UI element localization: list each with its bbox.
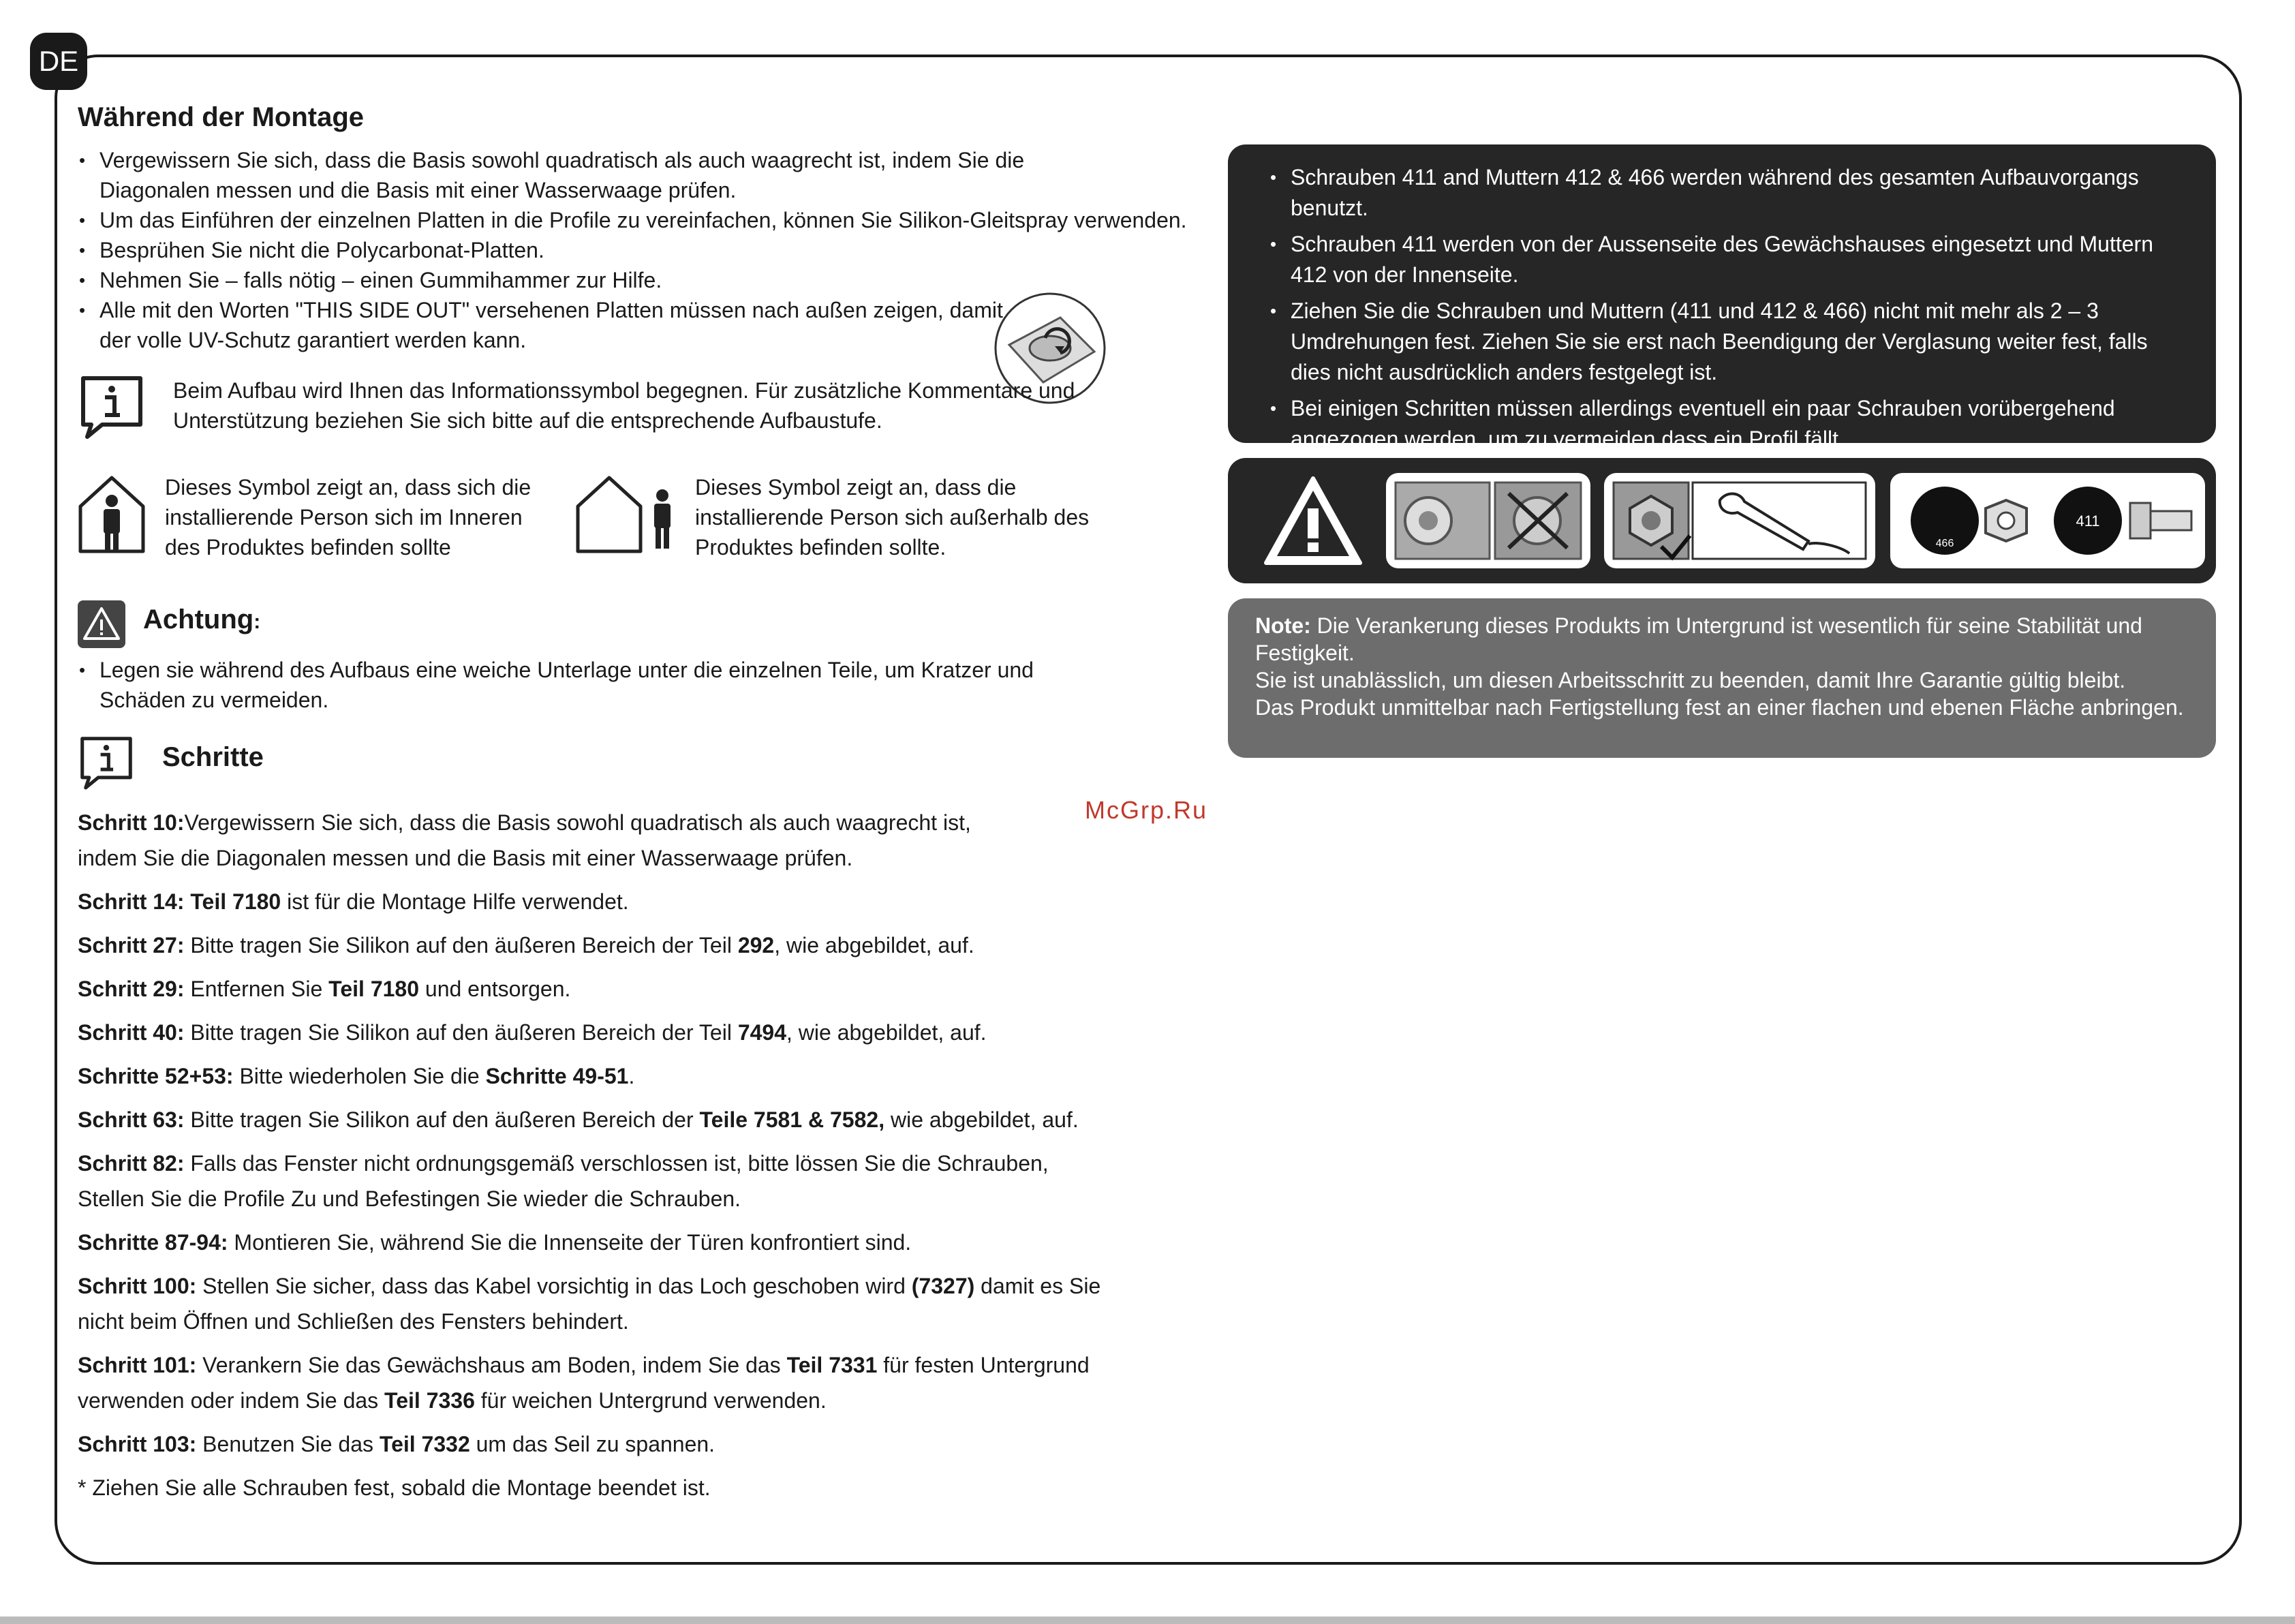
tighten-box <box>1604 473 1875 568</box>
montage-heading: Während der Montage <box>78 102 365 132</box>
left-column <box>78 102 1187 1514</box>
step-text: , wie abgebildet, auf. <box>774 933 974 957</box>
achtung-header <box>78 600 1154 655</box>
step-label: Schritt 10: <box>78 810 185 835</box>
step-part: Teil 7180 <box>190 889 281 914</box>
schritte-heading: Schritte <box>162 742 264 772</box>
step-text: wie abgebildet, auf. <box>884 1107 1079 1132</box>
inside-symbol-text: Dieses Symbol zeigt an, dass sich die installierende Person sich im Inneren des Produktes befinden sollte <box>165 475 532 560</box>
step-text: Bitte tragen Sie Silikon auf den äußeren Bereich der Teil <box>190 1020 738 1045</box>
info-symbol-text: Beim Aufbau wird Ihnen das Informationssymbol begegnen. Für zusätzliche Kommentare und Unterstützung beziehen Sie sich bitte auf die entsprechende Aufbaustufe. <box>173 378 1075 433</box>
info-icon <box>78 373 146 441</box>
step-text: Benutzen Sie das <box>202 1432 380 1456</box>
step-item <box>78 1347 1148 1418</box>
step-label: Schritt 101: <box>78 1353 197 1377</box>
step-label: Schritt 103: <box>78 1432 197 1456</box>
step-item <box>78 884 1168 919</box>
note-label: Note: <box>1255 613 1311 638</box>
step-part: 292 <box>737 933 775 957</box>
step-text: , wie abgebildet, auf. <box>786 1020 987 1045</box>
bottom-bar <box>0 1617 2295 1624</box>
step-label: Schritt 14: <box>78 889 185 914</box>
montage-bullet: • Vergewissern Sie sich, dass die Basis sowohl quadratisch als auch waagrecht ist, indem Sie die Diagonalen messen und die Basis mit einer Wasserwaage prüfen. <box>99 145 1088 205</box>
hardware-icons-panel <box>1228 458 2216 583</box>
step-text: Bitte tragen Sie Silikon auf den äußeren Bereich der <box>190 1107 700 1132</box>
screw-nut-box <box>1890 473 2205 568</box>
step-text: ist für die Montage Hilfe verwendet. <box>281 889 629 914</box>
step-text: Entfernen Sie <box>190 977 329 1001</box>
screw-info-bullet: • Ziehen Sie die Schrauben und Muttern (411 und 412 & 466) nicht mit mehr als 2 – 3 Umdrehungen fest. Ziehen Sie sie erst nach Beendigung der Verglasung weiter fest, falls dies nicht ausdrücklich anders festgelegt ist. <box>1291 296 2191 388</box>
nut-wrench-icon <box>1604 473 1875 568</box>
language-tab: DE <box>30 33 87 90</box>
step-text: und entsorgen. <box>419 977 571 1001</box>
step-label: Schritte 87-94: <box>78 1230 228 1255</box>
achtung-list <box>78 655 1154 715</box>
screw-info-bullet: • Bei einigen Schritten müssen allerdings eventuell ein paar Schrauben vorübergehend angezogen werden, um zu vermeiden dass ein Profil fällt. <box>1291 393 2191 455</box>
info-icon <box>78 734 135 791</box>
info-symbol-row <box>78 373 1154 468</box>
outside-symbol-text: Dieses Symbol zeigt an, dass die installierende Person sich außerhalb des Produktes befinden sollte. <box>695 475 1090 560</box>
note-line <box>1255 612 2189 667</box>
outside-symbol <box>575 472 1090 560</box>
screw-nut-icon <box>1890 473 2205 568</box>
montage-bullet: • Nehmen Sie – falls nötig – einen Gummihammer zur Hilfe. <box>99 265 1154 295</box>
step-part: Teile 7581 & 7582, <box>699 1107 885 1132</box>
achtung-label <box>143 604 260 635</box>
step-part: Schritte 49-51 <box>485 1064 629 1088</box>
step-item <box>78 971 1168 1007</box>
step-item <box>78 1268 1148 1339</box>
person-inside-house-icon <box>78 472 146 554</box>
step-label: Schritt 29: <box>78 977 185 1001</box>
step-item <box>78 928 1168 963</box>
step-part: (7327) <box>911 1274 975 1298</box>
warning-box <box>78 600 125 648</box>
note-text: Die Verankerung dieses Produkts im Untergrund ist wesentlich für seine Stabilität und Festigkeit. <box>1255 613 2142 665</box>
step-part: 7494 <box>737 1020 786 1045</box>
washer-box <box>1386 473 1590 568</box>
montage-bullet: • Um das Einführen der einzelnen Platten in die Profile zu vereinfachen, können Sie Silikon-Gleitspray verwenden. <box>99 205 1190 235</box>
step-text: für weichen Untergrund verwenden. <box>474 1388 827 1413</box>
step-label: Schritt 100: <box>78 1274 197 1298</box>
step-text: . <box>628 1064 635 1088</box>
note-panel <box>1228 598 2216 758</box>
step-part: Teil 7332 <box>379 1432 470 1456</box>
montage-bullet: • Besprühen Sie nicht die Polycarbonat-Platten. <box>99 235 1154 265</box>
step-part: Teil 7336 <box>384 1388 475 1413</box>
step-text: Vergewissern Sie sich, dass die Basis sowohl quadratisch als auch waagrecht ist, indem Sie die Diagonalen messen und die Basis mit einer Wasserwaage prüfen. <box>78 810 971 870</box>
bolt-label: 411 <box>2076 512 2100 530</box>
step-text: Montieren Sie, während Sie die Innenseite der Türen konfrontiert sind. <box>234 1230 912 1255</box>
inside-symbol <box>78 472 532 560</box>
step-item <box>78 1058 1168 1094</box>
step-text: um das Seil zu spannen. <box>469 1432 715 1456</box>
step-part: Teil 7331 <box>786 1353 878 1377</box>
person-outside-house-icon <box>575 472 677 554</box>
screw-info-panel <box>1228 144 2216 451</box>
achtung-text: Achtung <box>143 604 254 634</box>
step-item <box>78 1015 1168 1050</box>
note-line: Das Produkt unmittelbar nach Fertigstellung fest an einer flachen und ebenen Fläche anbringen. <box>1255 695 2184 720</box>
schritte-header <box>78 729 1154 790</box>
step-item <box>78 1426 1168 1462</box>
step-label: Schritt 82: <box>78 1151 185 1176</box>
step-text: für festen Untergrund verwenden oder indem Sie das <box>78 1353 1090 1413</box>
warning-triangle-icon <box>1262 473 1364 568</box>
step-item <box>78 805 1018 876</box>
washer-icon <box>1386 473 1590 568</box>
steps-list <box>78 805 1154 1505</box>
step-text: Falls das Fenster nicht ordnungsgemäß verschlossen ist, bitte lössen Sie die Schrauben, Stellen Sie die Profile Zu und Befestingen Sie wieder die Schrauben. <box>78 1151 1049 1211</box>
montage-bullet: • Alle mit den Worten "THIS SIDE OUT" versehenen Platten müssen nach außen zeigen, damit der volle UV-Schutz garantiert werden kann. <box>99 295 1006 355</box>
step-item <box>78 1225 1168 1260</box>
step-label: Schritt 27: <box>78 933 185 957</box>
step-label: Schritt 63: <box>78 1107 185 1132</box>
screw-info-bullet: • Schrauben 411 and Muttern 412 & 466 werden während des gesamten Aufbauvorgangs benutzt. <box>1291 162 2191 224</box>
step-text: Stellen Sie sicher, dass das Kabel vorsichtig in das Loch geschoben wird <box>202 1274 912 1298</box>
note-line: Sie ist unablässlich, um diesen Arbeitsschritt zu beenden, damit Ihre Garantie gültig bleibt. <box>1255 668 2126 692</box>
washer-label: 466 <box>1935 538 1954 549</box>
step-part: Teil 7180 <box>328 977 419 1001</box>
step-label: Schritte 52+53: <box>78 1064 234 1088</box>
step-item <box>78 1102 1168 1137</box>
screw-info-list <box>1269 162 2191 455</box>
step-item <box>78 1146 1100 1216</box>
step-text: Bitte tragen Sie Silikon auf den äußeren Bereich der Teil <box>190 933 738 957</box>
step-text: Verankern Sie das Gewächshaus am Boden, indem Sie das <box>202 1353 787 1377</box>
step-label: Schritt 40: <box>78 1020 185 1045</box>
achtung-colon: : <box>253 611 261 633</box>
screw-info-bullet: • Schrauben 411 werden von der Aussenseite des Gewächshauses eingesetzt und Muttern 412 von der Innenseite. <box>1291 229 2191 290</box>
footnote: * Ziehen Sie alle Schrauben fest, sobald die Montage beendet ist. <box>78 1475 711 1500</box>
step-text: Bitte wiederholen Sie die <box>239 1064 486 1088</box>
person-symbols-row <box>78 472 1154 574</box>
watermark: McGrp.Ru <box>1085 796 1208 824</box>
warning-triangle-icon <box>78 600 125 648</box>
step-text: damit es Sie nicht beim Öffnen und Schließen des Fensters behindert. <box>78 1274 1101 1334</box>
achtung-bullet: • Legen sie während des Aufbaus eine weiche Unterlage unter die einzelnen Teile, um Kratzer und Schäden zu vermeiden. <box>99 655 1122 715</box>
